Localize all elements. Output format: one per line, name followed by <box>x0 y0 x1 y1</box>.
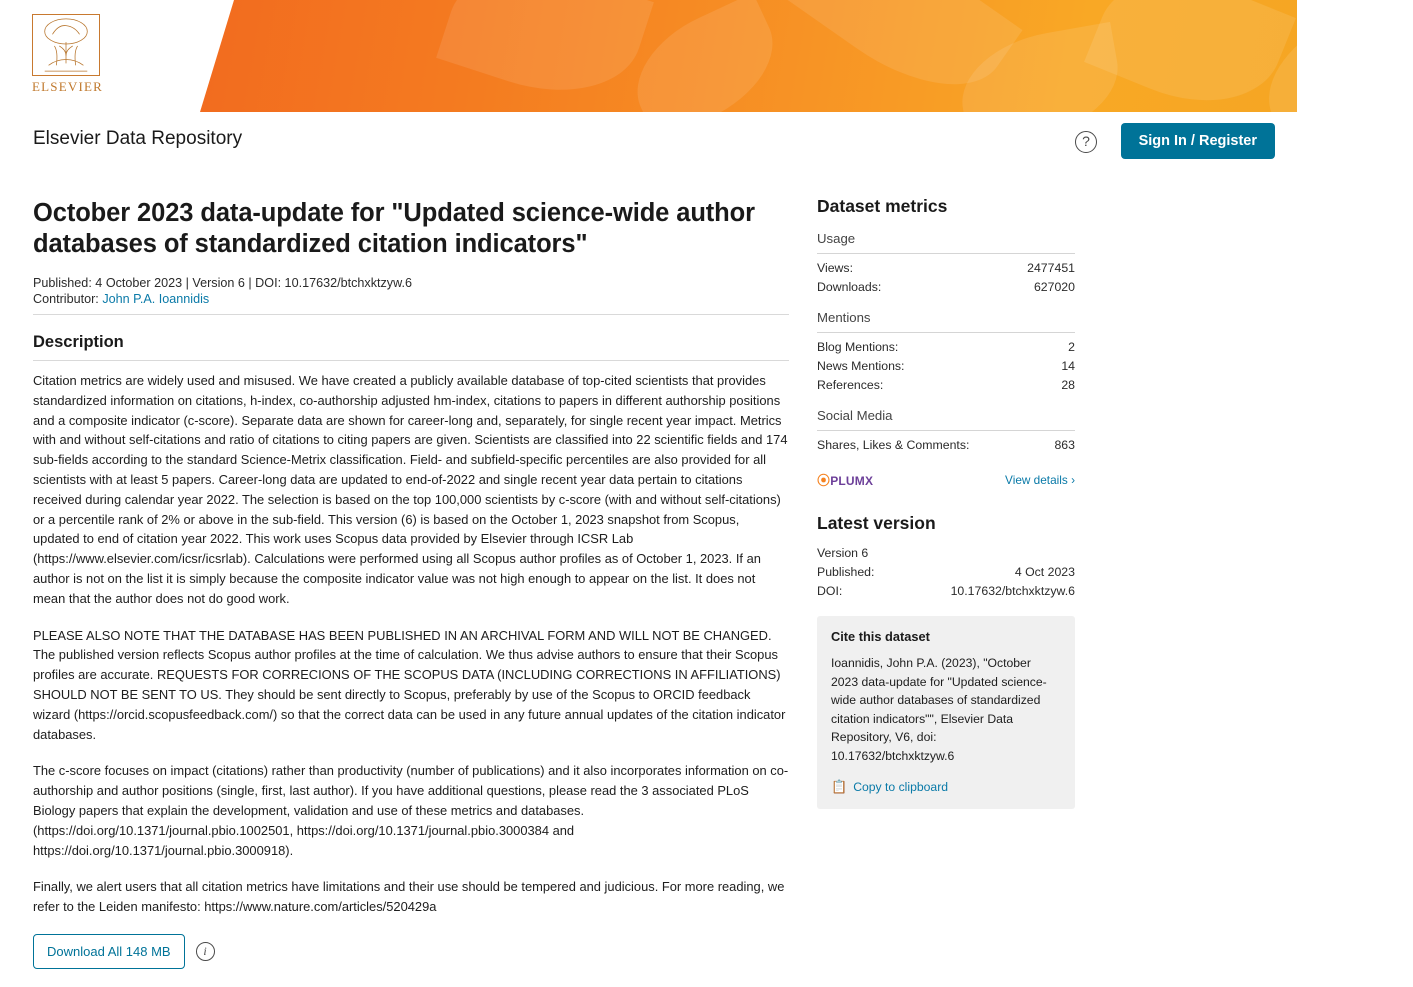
description-paragraph: PLEASE ALSO NOTE THAT THE DATABASE HAS BEEN PUBLISHED IN AN ARCHIVAL FORM AND WILL NOT BE CHANGED. The published version reflects Scopus author profiles at the time of calculation. We thus advise authors to ensure that their Scopus profiles are accurate. REQUESTS FOR CORRECIONS OF THE SCOPUS DATA (INCLUDING CORRECTIONS IN AFFILIATIONS) SHOULD NOT BE SENT TO US. They should be sent directly to Scopus, preferably by use of the Scopus to ORCID feedback wizard (https://orcid.scopusfeedback.com/) so that the correct data can be used in any future annual updates of the citation indicator databases. <box>33 627 786 742</box>
contributor-line <box>33 292 789 315</box>
metrics-group-mentions <box>817 310 1075 394</box>
dataset-meta: Published: 4 October 2023 | Version 6 | DOI: 10.17632/btchxktzyw.6 <box>33 276 412 290</box>
latest-version-label: Published: <box>817 564 875 579</box>
dataset-sidebar <box>817 174 1075 987</box>
metric-value: 2477451 <box>1027 260 1075 275</box>
plumx-label: PLUMX <box>830 474 874 488</box>
cite-dataset-text: Ioannidis, John P.A. (2023), "October 2023 data-update for "Updated science-wide author databases of standardized citation indicators"", Elsevier Data Repository, V6, doi: 10.17632/btchxktzyw.6 <box>831 656 1047 763</box>
chevron-right-icon: › <box>1071 472 1075 487</box>
copy-to-clipboard-button[interactable] <box>831 779 1061 795</box>
metric-value: 863 <box>1054 437 1075 452</box>
latest-version-row <box>817 562 1075 581</box>
metric-label: References: <box>817 377 884 392</box>
metric-row <box>817 375 1075 394</box>
contributor-label: Contributor: <box>33 292 99 306</box>
latest-version-label: DOI: <box>817 583 843 598</box>
site-title: Elsevier Data Repository <box>33 128 243 149</box>
cite-dataset-title: Cite this dataset <box>831 629 930 644</box>
metrics-group-label: Social Media <box>817 408 1075 431</box>
metrics-group-label: Mentions <box>817 310 1075 333</box>
site-header <box>0 112 1297 174</box>
contributor-link[interactable]: John P.A. Ioannidis <box>102 292 210 306</box>
dataset-metrics-heading: Dataset metrics <box>817 196 948 216</box>
download-row <box>33 934 789 987</box>
cite-dataset-box <box>817 616 1075 809</box>
metric-label: News Mentions: <box>817 358 905 373</box>
copy-icon: 📋 <box>831 779 848 794</box>
latest-version-value: 10.17632/btchxktzyw.6 <box>950 583 1075 598</box>
metric-row <box>817 337 1075 356</box>
metric-value: 627020 <box>1033 279 1075 294</box>
plumx-logo <box>817 470 873 489</box>
description-heading: Description <box>33 333 789 361</box>
sign-in-register-button[interactable]: Sign In / Register <box>1121 123 1275 159</box>
copy-to-clipboard-label: Copy to clipboard <box>853 780 949 794</box>
metric-row <box>817 258 1075 277</box>
metric-value: 2 <box>1068 339 1075 354</box>
metric-row <box>817 277 1075 296</box>
plumx-row <box>817 470 1075 497</box>
info-icon[interactable]: i <box>196 942 215 961</box>
metric-value: 28 <box>1061 377 1075 392</box>
page-content <box>0 174 1297 987</box>
latest-version-row <box>817 581 1075 600</box>
metric-label: Downloads: <box>817 279 882 294</box>
latest-version-value: 4 Oct 2023 <box>1014 564 1075 579</box>
description-body <box>33 371 789 917</box>
elsevier-logo[interactable] <box>32 14 103 95</box>
metric-label: Blog Mentions: <box>817 339 899 354</box>
banner-artwork <box>200 0 1297 112</box>
page-banner <box>0 0 1297 112</box>
metrics-group-label: Usage <box>817 231 1075 254</box>
metrics-group-social-media <box>817 408 1075 454</box>
metric-row <box>817 435 1075 454</box>
plumx-swirl-icon: ⦿ <box>817 473 831 488</box>
description-paragraph: The c-score focuses on impact (citations) rather than productivity (number of publications) and it also incorporates information on co-authorship and author positions (single, first, last author). If you have additional questions, please read the 3 associated PLoS Biology papers that explain the development, validation and use of these metrics and databases. (https://doi.org/10.1371/journal.pbio.1002501, https://doi.org/10.1371/journal.pbio.3000384 and https://doi.org/10.1371/journal.pbio.3000918). <box>33 763 789 858</box>
metric-row <box>817 356 1075 375</box>
page-title: October 2023 data-update for "Updated science-wide author databases of standardized citation indicators" <box>33 199 755 258</box>
description-paragraph: Citation metrics are widely used and misused. We have created a publicly available database of top-cited scientists that provides standardized information on citations, h-index, co-authorship adjusted hm-index, citations to papers in different authorship positions and a composite indicator (c-score). Separate data are shown for career-long and, separately, for single recent year impact. Metrics with and without self-citations and ratio of citations to citing papers are given. Scientists are classified into 22 scientific fields and 174 sub-fields according to the standard Science-Metrix classification. Field- and subfield-specific percentiles are also provided for all scientists with at least 5 papers. Career-long data are updated to end-of-2022 and single recent year data pertain to citations received during calendar year 2022. The selection is based on the top 100,000 scientists by c-score (with and without self-citations) or a percentile rank of 2% or above in the sub-field. This version (6) is based on the October 1, 2023 snapshot from Scopus, updated to end of citation year 2022. This work uses Scopus data provided by Elsevier through ICSR Lab (https://www.elsevier.com/icsr/icsrlab). Calculations were performed using all Scopus author profiles as of October 1, 2023. If an author is not on the list it is simply because the composite indicator value was not high enough to appear on the list. It does not mean that the author does not do good work. <box>33 373 788 606</box>
elsevier-tree-logo <box>32 14 100 76</box>
question-mark-icon[interactable]: ? <box>1075 131 1097 153</box>
dataset-main-column <box>33 174 789 987</box>
metric-value: 14 <box>1061 358 1075 373</box>
latest-version-heading: Latest version <box>817 513 936 533</box>
description-paragraph: Finally, we alert users that all citation metrics have limitations and their use should be tempered and judicious. For more reading, we refer to the Leiden manifesto: https://www.nature.com/articles/520429a <box>33 879 785 915</box>
download-all-button[interactable]: Download All 148 MB <box>33 934 185 969</box>
latest-version-number: Version 6 <box>817 546 869 560</box>
elsevier-wordmark: ELSEVIER <box>32 79 103 94</box>
view-details-label: View details <box>1005 472 1068 487</box>
metric-label: Views: <box>817 260 853 275</box>
view-details-link[interactable] <box>1005 473 1075 487</box>
metric-label: Shares, Likes & Comments: <box>817 437 970 452</box>
metrics-group-usage <box>817 231 1075 296</box>
